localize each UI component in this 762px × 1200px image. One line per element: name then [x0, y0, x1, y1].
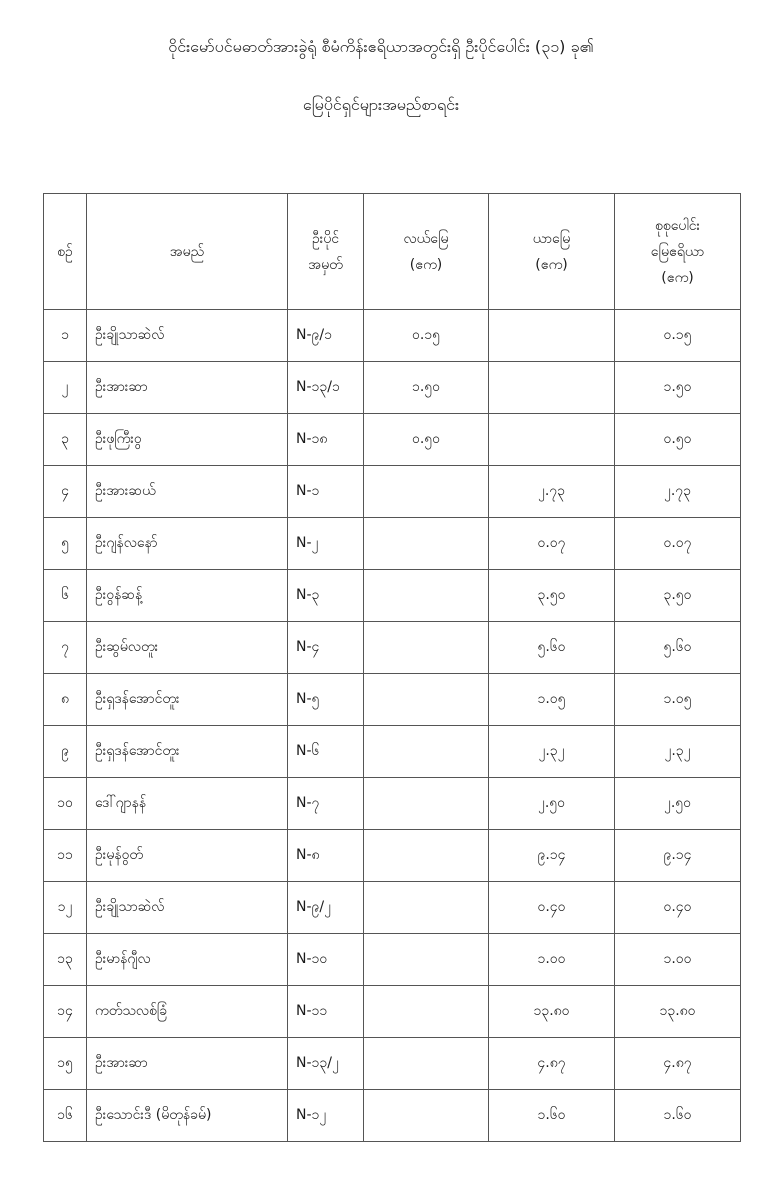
- header-upland: [489, 194, 615, 310]
- cell-owner-name: ဦးချိုသာဆဲလ်: [87, 310, 288, 362]
- cell-serial-no: ၁၀: [44, 778, 87, 830]
- cell-paddy-acres: [364, 466, 489, 518]
- cell-owner-name: ဦးရှဒန်အောင်တူး: [87, 726, 288, 778]
- cell-upland-acres: [489, 310, 615, 362]
- cell-owner-name: ဦးမာန်ဂျီလ: [87, 934, 288, 986]
- cell-owner-name: ဦးသောင်းဒီ (မိတုန်ခမ်): [87, 1090, 288, 1142]
- cell-upland-acres: ၂.၅၀: [489, 778, 615, 830]
- cell-total-acres: ၀.၁၅: [615, 310, 741, 362]
- cell-upland-acres: ၉.၁၄: [489, 830, 615, 882]
- table-row: [44, 466, 741, 518]
- cell-serial-no: ၉: [44, 726, 87, 778]
- document-title-line-1: ဝိုင်းမော်ပင်မဓာတ်အားခွဲရုံ စီမံကိန်းဧရိယာအတွင်းရှိ ဦးပိုင်ပေါင်း (၃၁) ခု၏: [168, 37, 594, 56]
- table-row: [44, 986, 741, 1038]
- cell-owner-name: ကတ်သလစ်ခြံ: [87, 986, 288, 1038]
- cell-paddy-acres: ၁.၅၀: [364, 362, 489, 414]
- cell-serial-no: ၁၅: [44, 1038, 87, 1090]
- landowner-table: [43, 193, 741, 1142]
- cell-plot-number: N-၁: [288, 466, 364, 518]
- cell-owner-name: ဦးအားဆာ: [87, 1038, 288, 1090]
- cell-plot-number: N-၁၁: [288, 986, 364, 1038]
- table-row: [44, 778, 741, 830]
- cell-upland-acres: ၄.၈၇: [489, 1038, 615, 1090]
- cell-owner-name: ဦးရှဒန်အောင်တူး: [87, 674, 288, 726]
- cell-plot-number: N-၁၃/၂: [288, 1038, 364, 1090]
- cell-paddy-acres: [364, 518, 489, 570]
- cell-serial-no: ၅: [44, 518, 87, 570]
- cell-upland-acres: ၅.၆၀: [489, 622, 615, 674]
- table-row: [44, 1090, 741, 1142]
- cell-serial-no: ၈: [44, 674, 87, 726]
- header-paddy-land-line-2: (ဧက): [409, 256, 443, 273]
- table-row: [44, 674, 741, 726]
- header-total-area: [615, 194, 741, 310]
- cell-owner-name: ဦးချိုသာဆဲလ်: [87, 882, 288, 934]
- header-total-area-line-1: စုစုပေါင်း: [654, 217, 701, 234]
- cell-serial-no: ၁၂: [44, 882, 87, 934]
- cell-paddy-acres: [364, 934, 489, 986]
- cell-plot-number: N-၇: [288, 778, 364, 830]
- cell-owner-name: ဦးအားဆာ: [87, 362, 288, 414]
- header-paddy-land: [364, 194, 489, 310]
- cell-serial-no: ၁၄: [44, 986, 87, 1038]
- cell-upland-acres: ၀.၄၀: [489, 882, 615, 934]
- cell-upland-acres: ၀.၀၇: [489, 518, 615, 570]
- cell-upland-acres: ၂.၃၂: [489, 726, 615, 778]
- cell-plot-number: N-၁၂: [288, 1090, 364, 1142]
- cell-total-acres: ၂.၃၂: [615, 726, 741, 778]
- cell-total-acres: ၄.၈၇: [615, 1038, 741, 1090]
- header-total-area-line-2: မြေဧရိယာ: [650, 243, 705, 260]
- header-plot-number: [288, 194, 364, 310]
- cell-paddy-acres: ၀.၁၅: [364, 310, 489, 362]
- cell-paddy-acres: [364, 1038, 489, 1090]
- cell-plot-number: N-၁၈: [288, 414, 364, 466]
- table-row: [44, 726, 741, 778]
- cell-plot-number: N-၄: [288, 622, 364, 674]
- cell-plot-number: N-၁၃/၁: [288, 362, 364, 414]
- cell-owner-name: ဦးဆွမ်လတူး: [87, 622, 288, 674]
- cell-upland-acres: ၁၃.၈၀: [489, 986, 615, 1038]
- cell-total-acres: ၀.၀၇: [615, 518, 741, 570]
- cell-total-acres: ၂.၇၃: [615, 466, 741, 518]
- cell-serial-no: ၆: [44, 570, 87, 622]
- cell-total-acres: ၂.၅၀: [615, 778, 741, 830]
- cell-serial-no: ၁၆: [44, 1090, 87, 1142]
- cell-serial-no: ၇: [44, 622, 87, 674]
- document-title-line-2: မြေပိုင်ရှင်များအမည်စာရင်း: [302, 95, 460, 114]
- header-paddy-land-line-1: လယ်မြေ: [403, 230, 449, 247]
- cell-upland-acres: ၂.၇၃: [489, 466, 615, 518]
- cell-serial-no: ၄: [44, 466, 87, 518]
- table-row: [44, 310, 741, 362]
- table-header-row: [44, 194, 741, 310]
- table-row: [44, 622, 741, 674]
- cell-paddy-acres: [364, 622, 489, 674]
- cell-total-acres: ၁.၀၀: [615, 934, 741, 986]
- cell-plot-number: N-၅: [288, 674, 364, 726]
- header-upland-line-2: (ဧက): [535, 256, 568, 273]
- cell-total-acres: ၀.၅၀: [615, 414, 741, 466]
- header-upland-line-1: ယာမြေ: [532, 230, 571, 247]
- cell-total-acres: ၁၃.၈၀: [615, 986, 741, 1038]
- cell-paddy-acres: [364, 570, 489, 622]
- cell-total-acres: ၅.၆၀: [615, 622, 741, 674]
- cell-total-acres: ၁.၅၀: [615, 362, 741, 414]
- cell-owner-name: ဦးအားဆယ်: [87, 466, 288, 518]
- cell-serial-no: ၃: [44, 414, 87, 466]
- cell-paddy-acres: [364, 986, 489, 1038]
- cell-plot-number: N-၁၀: [288, 934, 364, 986]
- cell-owner-name: ဦးမုန်ဝွတ်: [87, 830, 288, 882]
- cell-owner-name: ဒေါ်ဂျာနန်: [87, 778, 288, 830]
- table-row: [44, 882, 741, 934]
- header-serial-no-label: စဉ်: [57, 243, 73, 260]
- cell-total-acres: ၉.၁၄: [615, 830, 741, 882]
- cell-upland-acres: ၃.၅၀: [489, 570, 615, 622]
- cell-paddy-acres: [364, 726, 489, 778]
- cell-plot-number: N-၂: [288, 518, 364, 570]
- cell-plot-number: N-၉/၂: [288, 882, 364, 934]
- table-row: [44, 934, 741, 986]
- cell-serial-no: ၂: [44, 362, 87, 414]
- cell-paddy-acres: [364, 778, 489, 830]
- cell-upland-acres: ၁.၀၀: [489, 934, 615, 986]
- cell-plot-number: N-၉/၁: [288, 310, 364, 362]
- table-row: [44, 518, 741, 570]
- cell-upland-acres: ၁.၀၅: [489, 674, 615, 726]
- cell-total-acres: ၁.၆၀: [615, 1090, 741, 1142]
- cell-paddy-acres: [364, 1090, 489, 1142]
- cell-total-acres: ၀.၄၀: [615, 882, 741, 934]
- cell-total-acres: ၃.၅၀: [615, 570, 741, 622]
- table-row: [44, 830, 741, 882]
- table-row: [44, 414, 741, 466]
- table-row: [44, 1038, 741, 1090]
- cell-serial-no: ၁၃: [44, 934, 87, 986]
- cell-upland-acres: [489, 414, 615, 466]
- cell-owner-name: ဦးဂျန်လနော်: [87, 518, 288, 570]
- cell-upland-acres: [489, 362, 615, 414]
- cell-paddy-acres: ၀.၅၀: [364, 414, 489, 466]
- cell-paddy-acres: [364, 674, 489, 726]
- table-row: [44, 362, 741, 414]
- table-row: [44, 570, 741, 622]
- cell-owner-name: ဦးဖုကြီးဝွ: [87, 414, 288, 466]
- cell-plot-number: N-၆: [288, 726, 364, 778]
- header-serial-no: [44, 194, 87, 310]
- header-total-area-line-3: (ဧက): [661, 269, 694, 286]
- header-plot-number-line-1: ဦးပိုင်: [311, 230, 340, 247]
- header-plot-number-line-2: အမှတ်: [308, 256, 343, 273]
- cell-total-acres: ၁.၀၅: [615, 674, 741, 726]
- cell-serial-no: ၁၁: [44, 830, 87, 882]
- header-name-label: အမည်: [169, 243, 205, 260]
- cell-serial-no: ၁: [44, 310, 87, 362]
- cell-plot-number: N-၈: [288, 830, 364, 882]
- cell-upland-acres: ၁.၆၀: [489, 1090, 615, 1142]
- header-name: [87, 194, 288, 310]
- cell-paddy-acres: [364, 882, 489, 934]
- cell-paddy-acres: [364, 830, 489, 882]
- cell-plot-number: N-၃: [288, 570, 364, 622]
- cell-owner-name: ဦးဝွန်ဆန့်: [87, 570, 288, 622]
